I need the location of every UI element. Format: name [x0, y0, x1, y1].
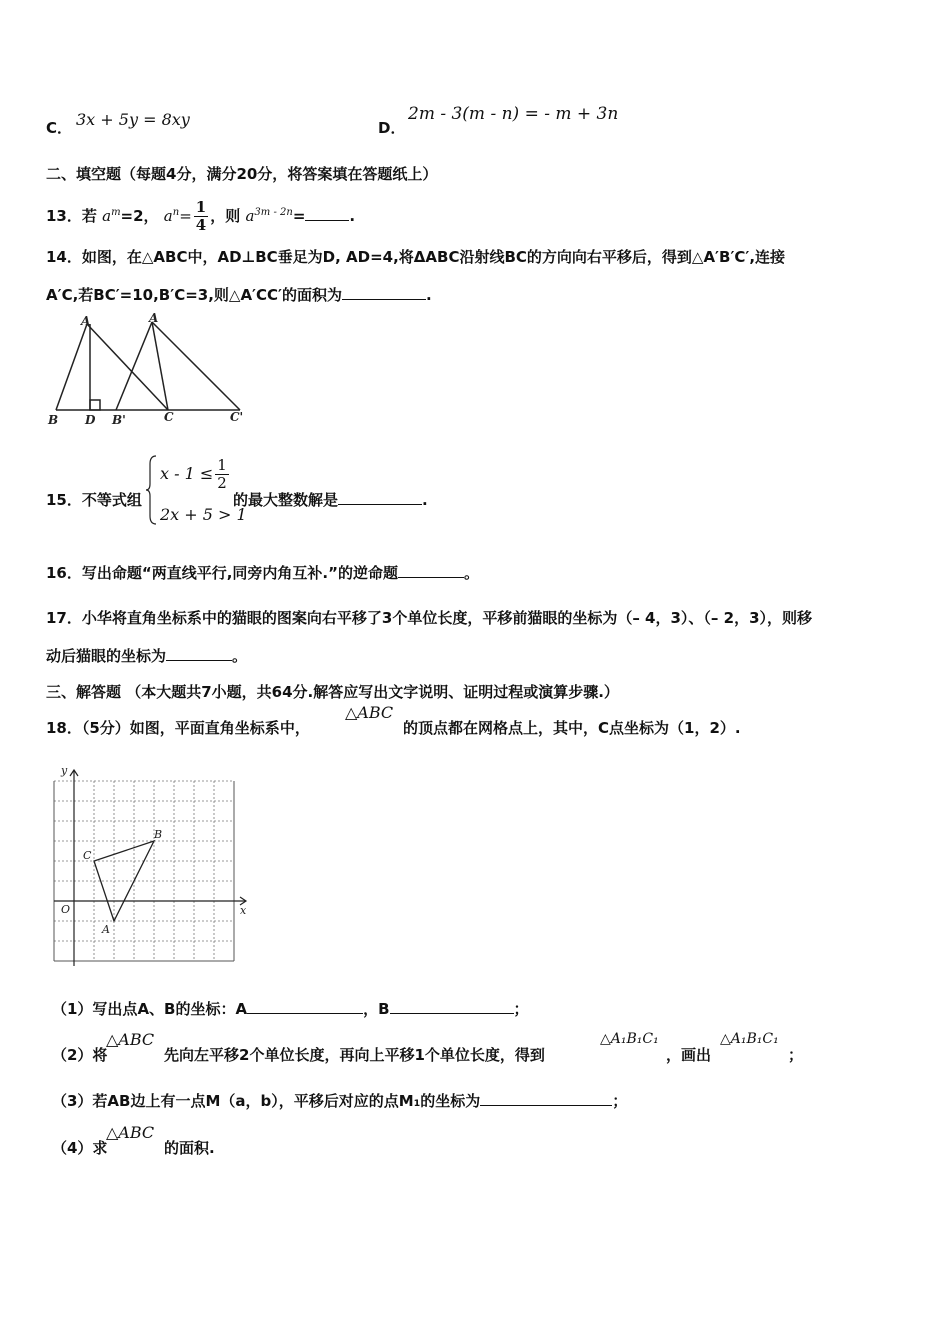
- q18-part-1: [52, 998, 529, 1019]
- q13-a-base2: a: [163, 207, 173, 225]
- q14-answer-blank[interactable]: [342, 285, 426, 300]
- p4-triangle-abc: △ABC: [106, 1123, 155, 1142]
- p2-draw: ，画出: [666, 1046, 712, 1064]
- q13-then: ，则: [210, 207, 241, 225]
- option-d-label: D．: [378, 119, 406, 137]
- q16-text: 16．写出命题“两直线平行,同旁内角互补.”的逆命题: [46, 564, 398, 582]
- question-14-line1: 14．如图，在△ABC中，AD⊥BC垂足为D, AD=4,将ΔABC沿射线BC的方向向右平移后，得到△A′B′C′,连接: [46, 248, 786, 266]
- q13-end: .: [349, 207, 356, 225]
- q18-part-4-start: （4）求: [52, 1139, 108, 1157]
- p2-end: ；: [788, 1046, 804, 1064]
- p2-mid: 先向左平移2个单位长度，再向上平移1个单位长度，得到: [164, 1046, 545, 1064]
- q13-eq: =: [179, 207, 192, 225]
- label-origin: O: [61, 903, 71, 916]
- q15-end: .: [422, 491, 428, 509]
- question-15-label: 15．不等式组: [46, 491, 142, 509]
- label-d: D: [85, 413, 96, 427]
- label-c-prime: C': [230, 410, 244, 424]
- q13-eq2: =2，: [120, 207, 159, 225]
- question-17-line2: [46, 645, 247, 666]
- q18-start: 18．（5分）如图，平面直角坐标系中，: [46, 719, 310, 737]
- segment-ab: [56, 324, 87, 410]
- grid-lines: [54, 781, 234, 961]
- q14-end: .: [425, 286, 432, 304]
- section-2-heading: 二、填空题（每题4分，满分20分，将答案填在答题纸上）: [46, 165, 438, 183]
- p3-end: ；: [612, 1092, 628, 1110]
- question-13: [46, 193, 355, 236]
- label-a: A: [81, 314, 91, 328]
- question-18: [46, 717, 310, 738]
- option-d-expression: 2m - 3(m - n) = - m + 3n: [408, 104, 619, 124]
- option-c-label: C．: [46, 119, 73, 137]
- p1-mid: ，B: [363, 1000, 390, 1018]
- q13-answer-blank[interactable]: [305, 206, 349, 221]
- ineq1-left: x - 1 ≤: [160, 464, 214, 483]
- inequality-2: 2x + 5 > 1: [160, 505, 247, 524]
- p1-blank-b[interactable]: [390, 999, 514, 1014]
- label-a-prime: A: [149, 311, 159, 325]
- q13-exp3: 3m - 2n: [254, 207, 293, 218]
- q13-frac-den: 4: [195, 216, 207, 234]
- question-16: [46, 562, 479, 583]
- label-b: B: [48, 413, 59, 427]
- p2-triangle-a1b1c1-2: △A₁B₁C₁: [720, 1031, 779, 1047]
- q17-answer-blank[interactable]: [166, 646, 232, 661]
- q16-answer-blank[interactable]: [398, 563, 464, 578]
- q13-number: 13．若: [46, 207, 97, 225]
- q13-a-base3: a: [245, 207, 255, 225]
- q15-answer-blank[interactable]: [338, 490, 422, 505]
- p1-blank-a[interactable]: [247, 999, 363, 1014]
- p1-start: （1）写出点A、B的坐标：A: [52, 1000, 248, 1018]
- q13-a-base: a: [102, 207, 112, 225]
- q15-tail-text: 的最大整数解是: [233, 491, 339, 509]
- ineq1-frac-den: 2: [217, 474, 227, 492]
- ineq1-fraction: [215, 457, 229, 492]
- inequality-1: [160, 454, 231, 494]
- p1-end: ；: [513, 1000, 529, 1018]
- p2-triangle-a1b1c1: △A₁B₁C₁: [600, 1031, 659, 1047]
- figure-14-translated-triangles: [44, 310, 254, 435]
- q18-part-2-start: （2）将: [52, 1046, 108, 1064]
- section-3-heading: 三、解答题 （本大题共7小题，共64分.解答应写出文字说明、证明过程或演算步骤.）: [46, 683, 619, 701]
- p2-triangle-abc: △ABC: [106, 1030, 155, 1049]
- q13-tail: =: [292, 207, 306, 225]
- q18-triangle-abc: △ABC: [345, 703, 394, 722]
- p3-blank[interactable]: [480, 1091, 612, 1106]
- q17-line2-text: 动后猫眼的坐标为: [46, 647, 167, 665]
- ineq1-frac-num: 1: [217, 456, 227, 474]
- segment-ac: [87, 324, 168, 410]
- label-axis-x: x: [240, 904, 247, 917]
- right-angle-mark: [90, 400, 100, 410]
- q13-n-exp: n: [172, 207, 180, 218]
- q16-end: 。: [464, 564, 480, 582]
- q13-fraction: [194, 199, 208, 234]
- label-point-c: C: [83, 849, 92, 862]
- question-17-line1: 17．小华将直角坐标系中的猫眼的图案向右平移了3个单位长度，平移前猫眼的坐标为（– 4，3）、（– 2，3），则移: [46, 609, 813, 627]
- q18-part-3: [52, 1090, 627, 1111]
- p4-end: 的面积.: [164, 1139, 215, 1157]
- q13-m-exp: m: [111, 207, 121, 218]
- label-point-b: B: [154, 828, 163, 841]
- option-c-expression: 3x + 5y = 8xy: [76, 110, 190, 129]
- label-point-a: A: [102, 923, 110, 936]
- system-brace: [144, 454, 158, 526]
- segment-a2b2: [116, 322, 152, 410]
- q13-frac-num: 1: [195, 198, 207, 216]
- label-b-prime: B': [112, 413, 126, 427]
- q14-line2-text: A′C,若BC′=10,B′C=3,则△A′CC′的面积为: [46, 286, 342, 304]
- label-axis-y: y: [61, 764, 68, 777]
- q17-end: 。: [232, 647, 248, 665]
- label-c: C: [164, 410, 174, 424]
- p3-start: （3）若AB边上有一点M（a，b），平移后对应的点M₁的坐标为: [52, 1092, 481, 1110]
- question-15-tail: [233, 489, 428, 510]
- figure-18-coordinate-grid: [50, 762, 255, 972]
- question-14-line2: [46, 284, 432, 305]
- q18-end: 的顶点都在网格点上，其中，C点坐标为（1，2）.: [403, 719, 741, 737]
